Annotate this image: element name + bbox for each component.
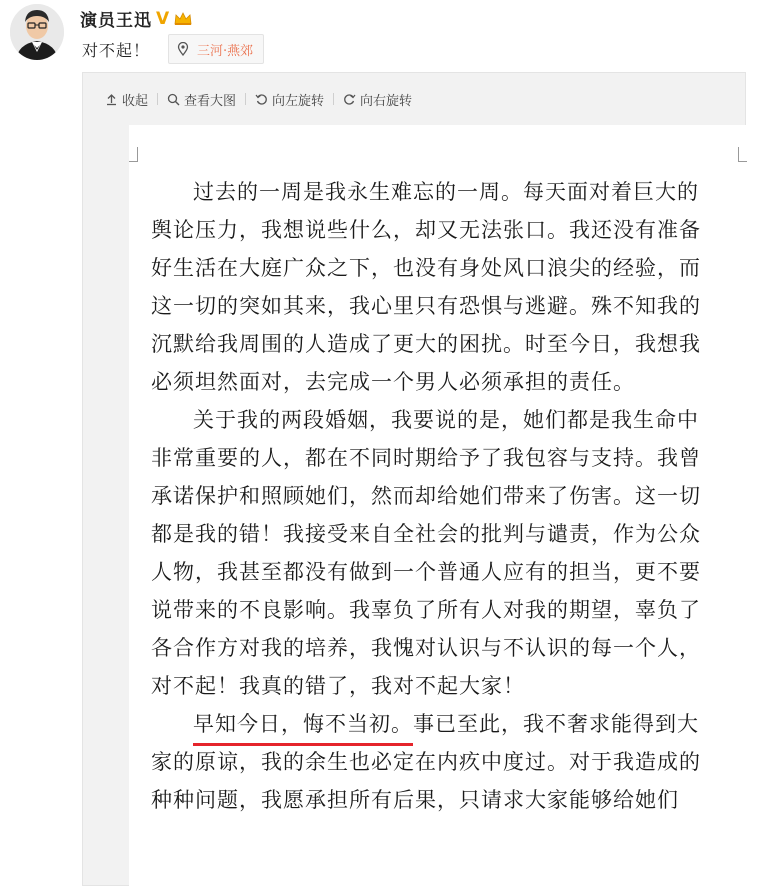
letter-image[interactable] (129, 125, 747, 887)
toolbar-divider (157, 93, 158, 105)
collapse-button[interactable] (105, 90, 148, 109)
letter-line: 承诺保护和照顾她们，然而却给她们带来了伤害。这一切 (151, 484, 701, 508)
location-text[interactable]: 三河·燕郊 (197, 43, 254, 59)
letter-line (151, 705, 739, 743)
letter-line: 这一切的突如其来，我心里只有恐惧与逃避。殊不知我的 (151, 294, 701, 318)
letter-line: 过去的一周是我永生难忘的一周。每天面对着巨大的 (193, 180, 699, 204)
verified-icon: V (156, 8, 171, 29)
letter-line: 各合作方对我的培养，我愧对认识与不认识的每一个人， (151, 636, 701, 660)
letter-line: 说带来的不良影响。我辜负了所有人对我的期望，辜负了 (151, 598, 701, 622)
letter-line: 种种问题，我愿承担所有后果，只请求大家能够给她们 (151, 788, 679, 812)
letter-line: 对不起！我真的错了，我对不起大家！ (151, 674, 525, 698)
rotate-left-label: 向左旋转 (272, 93, 325, 109)
image-viewer (82, 72, 746, 886)
image-toolbar (83, 73, 745, 125)
letter-line-continuation: 事已至此，我不奢求能得到大 (413, 712, 699, 736)
letter-line: 沉默给我周围的人造成了更大的困扰。时至今日，我想我 (151, 332, 701, 356)
rotate-right-button[interactable] (343, 90, 412, 109)
crop-mark-right (738, 147, 747, 162)
toolbar-divider (333, 93, 334, 105)
search-icon (167, 93, 180, 106)
member-crown-icon[interactable] (174, 12, 192, 26)
collapse-label: 收起 (122, 93, 149, 109)
letter-line: 都是我的错！我接受来自全社会的批判与谴责，作为公众 (151, 522, 701, 546)
rotate-left-button[interactable] (255, 90, 324, 109)
post-text: 对不起！ (82, 41, 151, 60)
rotate-right-icon (343, 93, 356, 106)
location-tag[interactable] (168, 34, 264, 64)
letter-line: 好生活在大庭广众之下，也没有身处风口浪尖的经验，而 (151, 256, 701, 280)
letter-line: 舆论压力，我想说些什么，却又无法张口。我还没有准备 (151, 218, 701, 242)
letter-body (151, 173, 739, 819)
avatar[interactable] (10, 4, 64, 60)
rotate-left-icon (255, 93, 268, 106)
letter-line: 必须坦然面对，去完成一个男人必须承担的责任。 (151, 370, 635, 394)
username[interactable] (80, 6, 192, 31)
letter-line: 关于我的两段婚姻，我要说的是，她们都是我生命中 (193, 408, 699, 432)
crop-mark-left (129, 147, 138, 162)
rotate-right-label: 向右旋转 (360, 93, 413, 109)
letter-line: 非常重要的人，都在不同时期给予了我包容与支持。我曾 (151, 446, 701, 470)
letter-line: 家的原谅，我的余生也必定在内疚中度过。对于我造成的 (151, 750, 701, 774)
view-large-button[interactable] (167, 90, 236, 109)
location-pin-icon (177, 42, 189, 56)
avatar-photo (10, 4, 64, 60)
highlighted-phrase: 早知今日，悔不当初。 (193, 705, 413, 743)
collapse-icon (105, 93, 118, 106)
view-large-label: 查看大图 (184, 93, 237, 109)
username-text[interactable]: 演员王迅 (80, 11, 152, 31)
letter-line: 人物，我甚至都没有做到一个普通人应有的担当，更不要 (151, 560, 701, 584)
toolbar-divider (245, 93, 246, 105)
